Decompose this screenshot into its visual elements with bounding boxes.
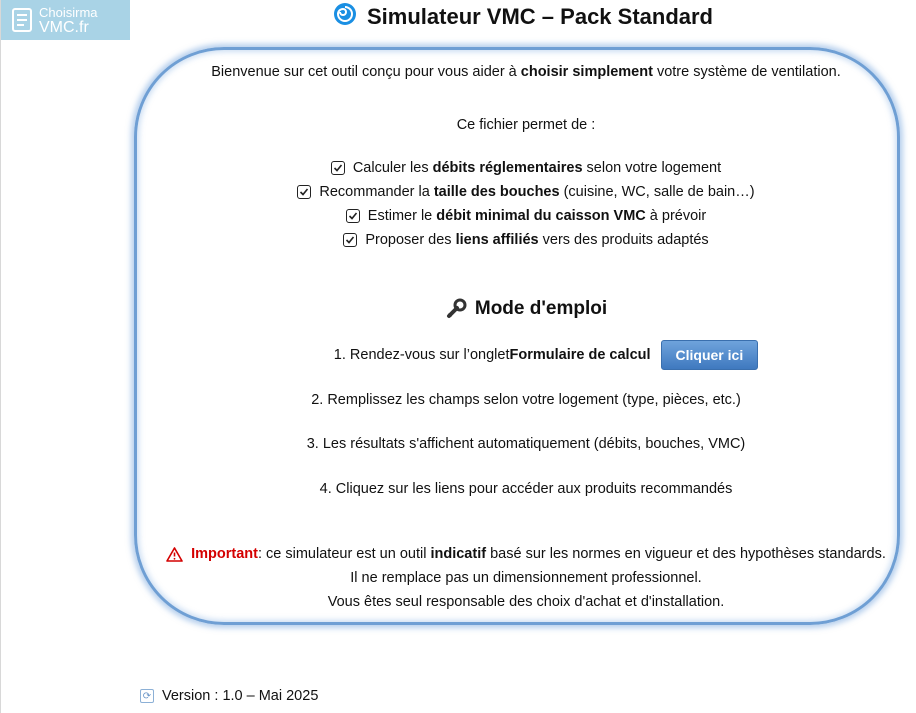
warning-pre: : ce simulateur est un outil: [257, 546, 427, 562]
info-panel: [134, 47, 900, 625]
mode-emploi-heading: [150, 298, 902, 320]
checkbox-icon: [343, 233, 357, 247]
features-title: Ce fichier permet de :: [456, 117, 596, 133]
version-text: Version : 1.0 – Mai 2025: [162, 688, 319, 704]
swirl-icon: [333, 2, 357, 32]
feature-pre: Proposer des: [365, 232, 452, 248]
feature-post: vers des produits adaptés: [542, 232, 709, 248]
step-3: 3. Les résultats s'affichent automatiquement (débits, bouches, VMC): [306, 436, 746, 452]
feature-pre: Calculer les: [352, 160, 429, 176]
logo-line-2: VMC.fr: [39, 19, 89, 36]
checkbox-icon: [346, 209, 360, 223]
intro-after: votre système de ventilation.: [652, 64, 841, 80]
warning-line-2: Il ne remplace pas un dimensionnement professionnel.: [350, 570, 702, 586]
feature-item: [150, 208, 902, 224]
mode-title: Mode d'emploi: [474, 298, 608, 319]
step-1-text: 1. Rendez-vous sur l’onglet: [333, 347, 510, 363]
refresh-icon: ⟳: [140, 689, 154, 703]
intro-bold: choisir simplement: [520, 64, 653, 80]
version-info: [140, 688, 318, 704]
feature-post: (cuisine, WC, salle de bain…): [563, 184, 755, 200]
warning-line-1: [150, 546, 902, 562]
page-title: [0, 2, 916, 32]
step-1: [150, 340, 902, 370]
step-4: 4. Cliquez sur les liens pour accéder aux produits recommandés: [319, 481, 733, 497]
feature-bold: liens affiliés: [455, 232, 539, 248]
feature-item: [150, 232, 902, 248]
warning-bold: indicatif: [430, 546, 487, 562]
step-2: 2. Remplissez les champs selon votre logement (type, pièces, etc.): [311, 392, 741, 408]
feature-post: à prévoir: [649, 208, 707, 224]
warning-post: basé sur les normes en vigueur et des hypothèses standards.: [490, 546, 886, 562]
cliquer-ici-button[interactable]: Cliquer ici: [661, 340, 759, 370]
feature-post: selon votre logement: [586, 160, 722, 176]
feature-item: [150, 184, 902, 200]
feature-item: [150, 160, 902, 176]
checkbox-icon: [331, 161, 345, 175]
feature-bold: débit minimal du caisson VMC: [436, 208, 646, 224]
checkbox-icon: [297, 185, 311, 199]
feature-pre: Recommander la: [319, 184, 430, 200]
intro-text: [150, 64, 902, 80]
warning-label: Important: [191, 546, 258, 562]
page-title-text: Simulateur VMC – Pack Standard: [367, 4, 713, 29]
left-border: [0, 0, 1, 713]
warning-line-3: Vous êtes seul responsable des choix d'achat et d'installation.: [327, 594, 725, 610]
wrench-icon: [445, 298, 467, 320]
intro-before: Bienvenue sur cet outil conçu pour vous aider à: [211, 64, 521, 80]
step-1-bold: Formulaire de calcul: [509, 347, 651, 363]
feature-pre: Estimer le: [367, 208, 433, 224]
feature-bold: taille des bouches: [433, 184, 560, 200]
warning-icon: [166, 547, 183, 562]
feature-bold: débits réglementaires: [432, 160, 583, 176]
logo-line-1: Choisirma: [39, 5, 98, 20]
